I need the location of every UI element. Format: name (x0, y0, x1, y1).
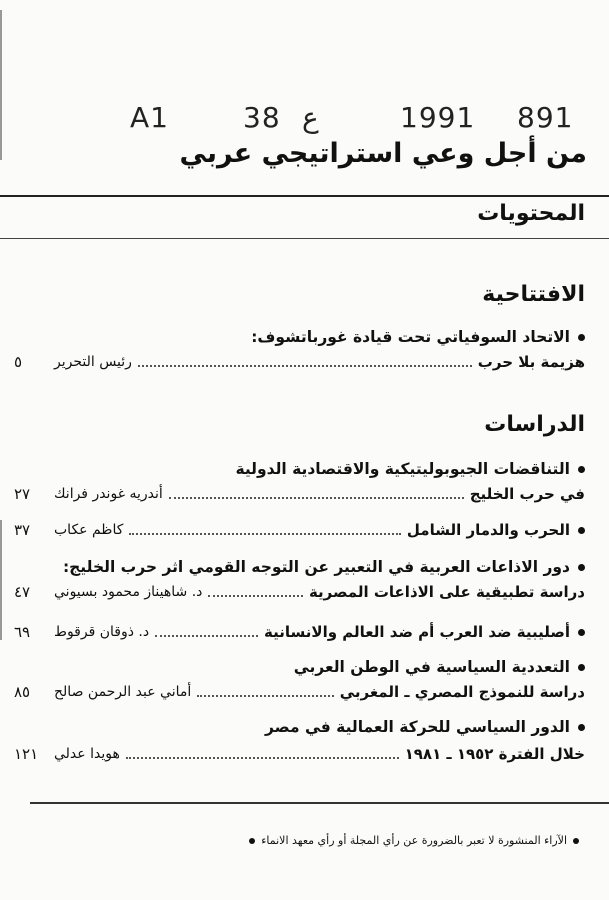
toc-entry-subtitle: في حرب الخليج (469, 485, 585, 503)
bullet-icon (578, 466, 585, 473)
toc-entry-subtitle: خلال الفترة ١٩٥٢ ـ ١٩٨١ (404, 745, 585, 763)
handwritten-code: 891 (517, 101, 574, 134)
toc-entry-author: د. ذوقان قرقوط (54, 624, 150, 640)
journal-title: من أجل وعي استراتيجي عربي (179, 138, 587, 169)
toc-entry-page: ٣٧ (14, 521, 31, 539)
handwritten-code: ع (302, 101, 319, 134)
toc-entry-author: هويدا عدلي (54, 746, 120, 762)
bullet-icon (578, 334, 585, 341)
toc-entry-author: رئيس التحرير (54, 354, 132, 370)
handwritten-code: A1 (130, 101, 169, 134)
bullet-icon (249, 838, 255, 844)
bullet-icon (578, 724, 585, 731)
bullet-icon (573, 838, 579, 844)
bullet-icon (578, 527, 585, 534)
leader-dots (129, 533, 401, 535)
handwritten-codes (0, 101, 609, 141)
divider (0, 238, 609, 239)
toc-entry-page: ٥ (14, 353, 23, 371)
toc-entry-page: ٤٧ (14, 583, 31, 601)
leader-dots (197, 695, 333, 697)
toc-entry-page: ١٢١ (14, 745, 39, 763)
toc-entry-line (14, 744, 585, 764)
leader-dots (169, 497, 464, 499)
toc-entry-title: أصليبية ضد العرب أم ضد العالم والانسانية (264, 623, 585, 641)
toc-entry-title: الاتحاد السوفياتي تحت قيادة غورباتشوف: (15, 328, 585, 346)
toc-entry-author: أندريه غوندر فرانك (54, 486, 163, 502)
toc-entry-author: أماني عبد الرحمن صالح (54, 684, 192, 700)
toc-entry-page: ٢٧ (14, 485, 31, 503)
section-heading: الافتتاحية (482, 282, 585, 307)
leader-dots (155, 635, 258, 637)
divider (0, 195, 609, 197)
toc-entry-author: كاظم عكاب (54, 522, 124, 538)
bullet-icon (578, 564, 585, 571)
divider (30, 802, 609, 804)
toc-entry-line (14, 582, 585, 602)
toc-entry-subtitle: هزيمة بلا حرب (477, 353, 585, 371)
toc-entry-title: دور الاذاعات العربية في التعبير عن التوجه القومي اثر حرب الخليج: (15, 558, 585, 576)
handwritten-code: 38 (243, 101, 281, 134)
bullet-icon (578, 629, 585, 636)
scan-edge-mark (0, 520, 2, 640)
toc-entry-line (14, 520, 585, 540)
toc-entry-author: د. شاهيناز محمود بسيوني (54, 584, 203, 600)
toc-entry-page: ٦٩ (14, 623, 31, 641)
toc-entry-subtitle: دراسة للنموذج المصري ـ المغربي (339, 683, 585, 701)
leader-dots (126, 757, 399, 759)
toc-entry-line (14, 352, 585, 372)
toc-entry-title: الدور السياسي للحركة العمالية في مصر (15, 718, 585, 736)
toc-entry-subtitle: دراسة تطبيقية على الاذاعات المصرية (308, 583, 585, 601)
toc-entry-page: ٨٥ (14, 683, 31, 701)
toc-entry-title: التعددية السياسية في الوطن العربي (15, 658, 585, 676)
bullet-icon (578, 664, 585, 671)
leader-dots (208, 595, 303, 597)
footnote: الآراء المنشورة لا تعبر بالضرورة عن رأي المجلة أو رأي معهد الانماء (25, 834, 585, 847)
toc-entry-line (14, 622, 585, 642)
toc-entry-title: الحرب والدمار الشامل (407, 521, 585, 539)
toc-entry-line (14, 682, 585, 702)
handwritten-code: 1991 (400, 101, 476, 134)
toc-entry-line (14, 484, 585, 504)
toc-entry-title: التناقضات الجيوبوليتيكية والاقتصادية الدولية (15, 460, 585, 478)
section-heading: الدراسات (484, 412, 585, 437)
leader-dots (138, 365, 472, 367)
contents-heading: المحتويات (477, 201, 585, 226)
